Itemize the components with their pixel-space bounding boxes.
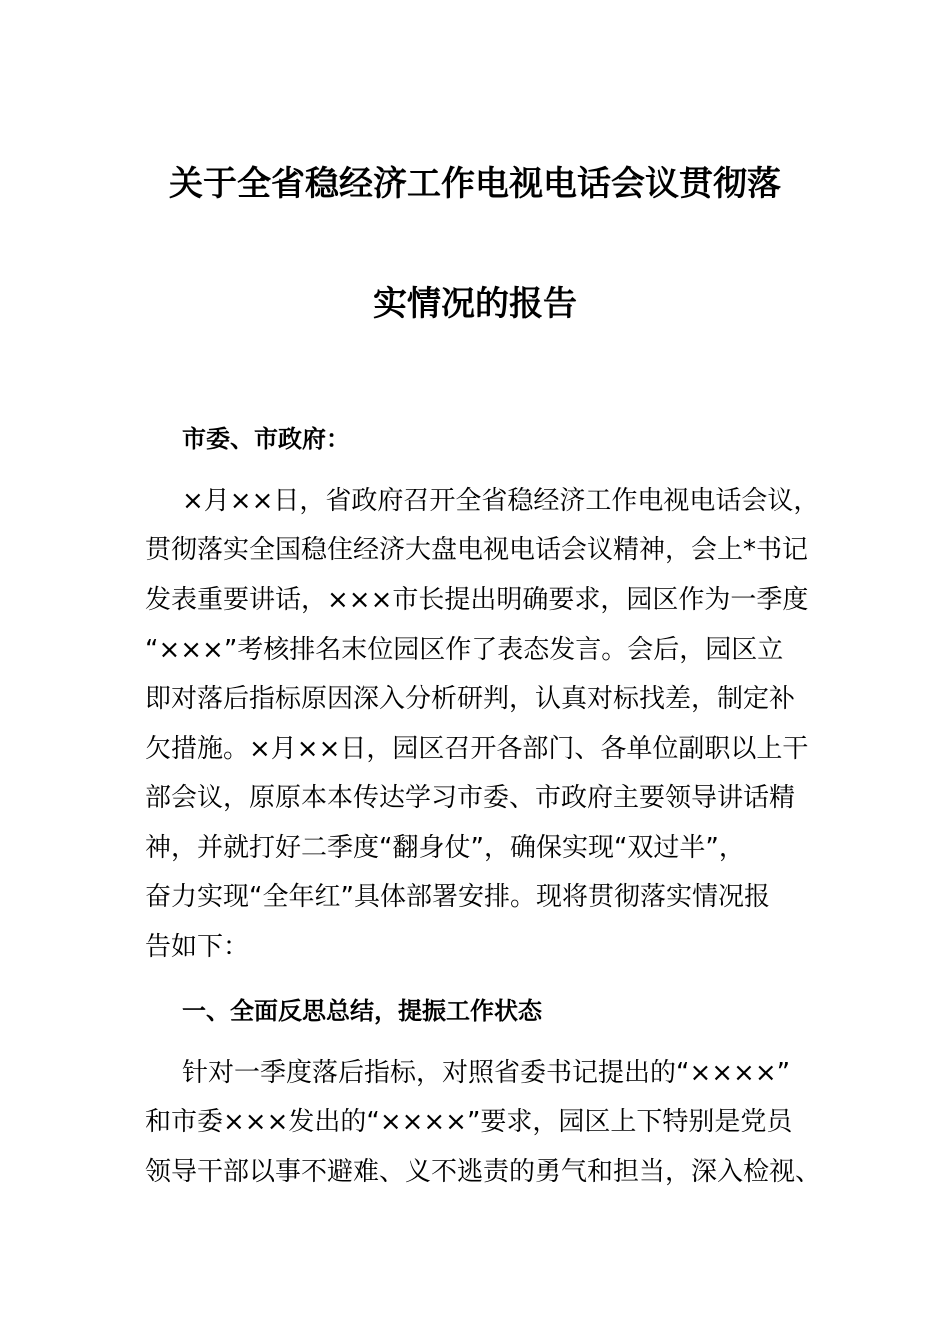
section-1-heading: 一、全面反思总结，提振工作状态 <box>182 997 542 1025</box>
paragraph1-line-9: 奋力实现“全年红”具体部署安排。现将贯彻落实情况报 <box>145 882 770 912</box>
paragraph1-line-4: “×××”考核排名末位园区作了表态发言。会后，园区立 <box>145 635 784 665</box>
paragraph1-line-7: 部会议，原原本本传达学习市委、市政府主要领导讲话精 <box>145 783 796 813</box>
paragraph1-line-5: 即对落后指标原因深入分析研判，认真对标找差，制定补 <box>145 684 796 714</box>
salutation: 市委、市政府： <box>182 425 350 453</box>
paragraph1-line-1: ×月××日，省政府召开全省稳经济工作电视电话会议， <box>182 486 820 516</box>
paragraph2-line-1: 针对一季度落后指标，对照省委书记提出的“××××” <box>182 1058 791 1088</box>
document-title-line-2: 实情况的报告 <box>373 284 577 324</box>
paragraph1-line-10: 告如下： <box>145 932 250 962</box>
paragraph2-line-2: 和市委×××发出的“××××”要求，园区上下特别是党员 <box>145 1107 793 1137</box>
paragraph1-line-2: 贯彻落实全国稳住经济大盘电视电话会议精神，会上*书记 <box>145 535 809 565</box>
paragraph2-line-3: 领导干部以事不避难、义不逃责的勇气和担当，深入检视、 <box>145 1157 822 1187</box>
paragraph1-line-6: 欠措施。×月××日，园区召开各部门、各单位副职以上干 <box>145 734 809 764</box>
document-title-line-1: 关于全省稳经济工作电视电话会议贯彻落 <box>169 164 781 204</box>
paragraph1-line-8: 神，并就打好二季度“翻身仗”，确保实现“双过半”， <box>145 833 745 863</box>
paragraph1-line-3: 发表重要讲话，×××市长提出明确要求，园区作为一季度 <box>145 585 809 615</box>
